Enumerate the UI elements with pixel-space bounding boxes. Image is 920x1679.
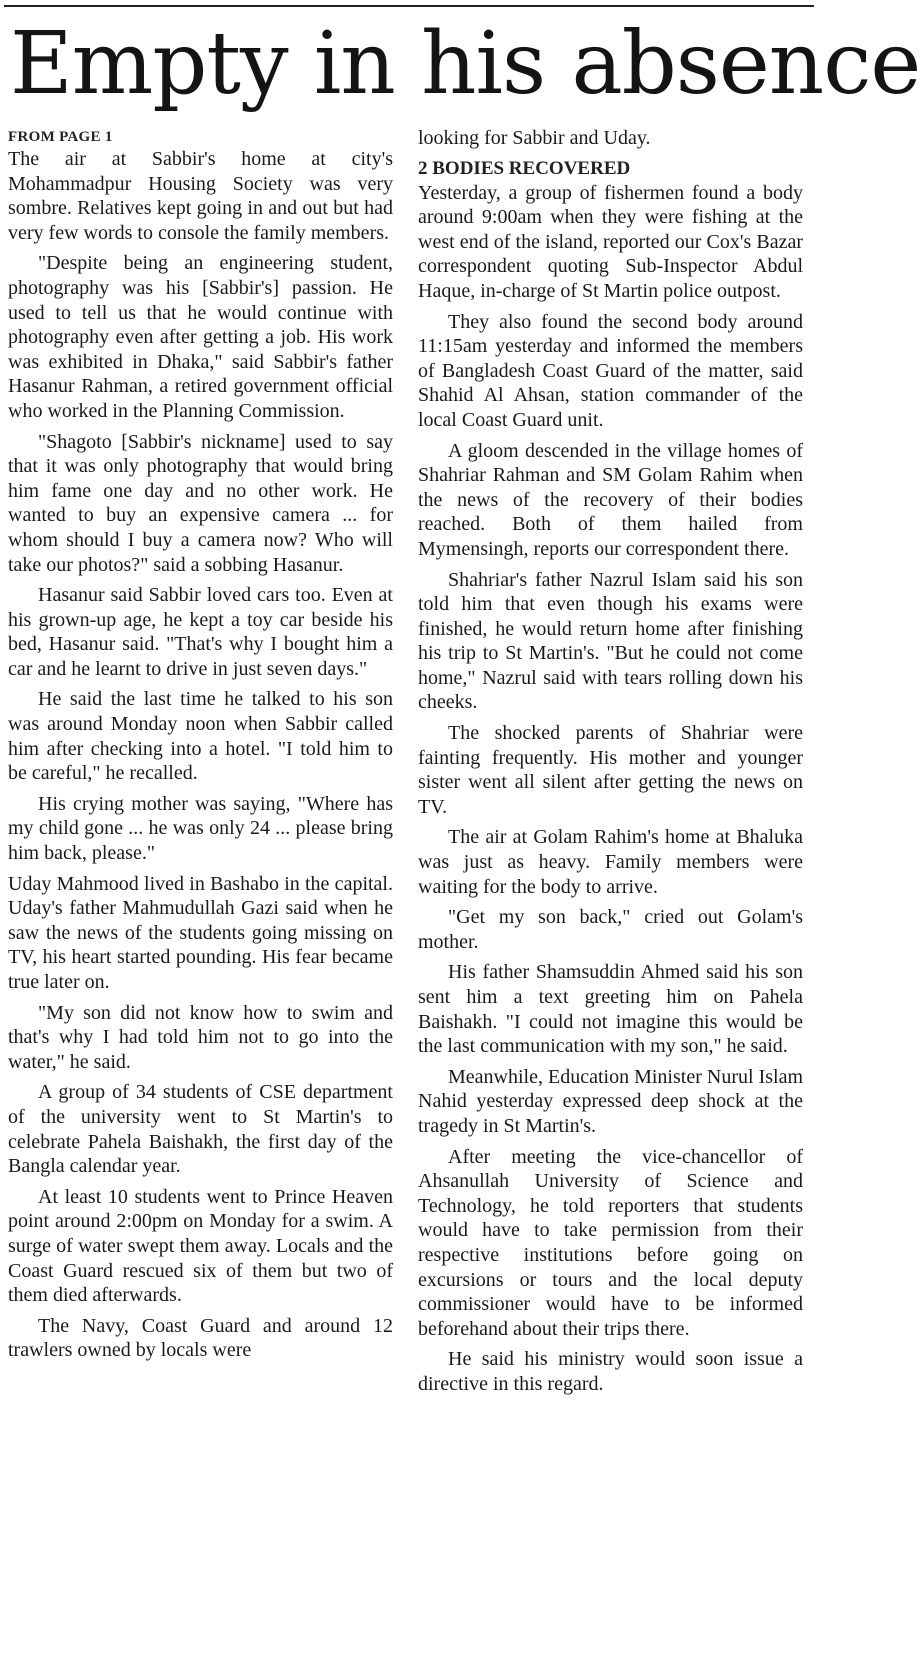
paragraph: Meanwhile, Education Minister Nurul Islam Nahid yesterday expressed deep shock at the tragedy in St Martin's. bbox=[418, 1065, 803, 1137]
left-column bbox=[8, 127, 393, 1369]
paragraph: The Navy, Coast Guard and around 12 trawlers owned by locals were bbox=[8, 1314, 393, 1362]
paragraph: After meeting the vice-chancellor of Ahsanullah University of Science and Technology, he told reporters that students would have to take permission from their respective institutions before going on excursions or tours and the local deputy commissioner would have to be informed beforehand about their trips there. bbox=[418, 1145, 803, 1340]
paragraph: At least 10 students went to Prince Heaven point around 2:00pm on Monday for a swim. A surge of water swept them away. Locals and the Coast Guard rescued six of them but two of them died afterwards. bbox=[8, 1185, 393, 1307]
headline: Empty in his absence bbox=[10, 14, 920, 114]
paragraph: "Despite being an engineering student, photography was his [Sabbir's] passion. He used to tell us that he would continue with photography even after getting a job. His work was exhibited in Dhaka," said Sabbir's father Hasanur Rahman, a retired government official who worked in the Planning Commission. bbox=[8, 252, 393, 422]
paragraph: "Shagoto [Sabbir's nickname] used to say that it was only photography that would bring him fame one day and no other work. He wanted to buy an expensive camera ... for whom should I buy a camera now? Who will take our photos?" said a sobbing Hasanur. bbox=[8, 430, 393, 576]
paragraph: "Get my son back," cried out Golam's mother. bbox=[418, 906, 803, 953]
paragraph: The shocked parents of Shahriar were fainting frequently. His mother and younger sister went all silent after getting the news on TV. bbox=[418, 722, 803, 818]
paragraph-continuation: looking for Sabbir and Uday. bbox=[418, 127, 651, 149]
paragraph: Hasanur said Sabbir loved cars too. Even at his grown-up age, he kept a toy car beside his bed, Hasanur said. "That's why I bought him a car and he learnt to drive in just seven days." bbox=[8, 584, 393, 680]
paragraph: His father Shamsuddin Ahmed said his son sent him a text greeting him on Pahela Baishakh. "I could not imagine this would be the last communication with my son," he said. bbox=[418, 961, 803, 1058]
paragraph: They also found the second body around 11:15am yesterday and informed the members of Bangladesh Coast Guard of the matter, said Shahid Al Ahsan, station commander of the local Coast Guard unit. bbox=[418, 310, 803, 431]
paragraph: Yesterday, a group of fishermen found a body around 9:00am when they were fishing at the west end of the island, reported our Cox's Bazar correspondent quoting Sub-Inspector Abdul Haque, in-charge of St Martin police outpost. bbox=[418, 181, 803, 302]
paragraph: He said the last time he talked to his son was around Monday noon when Sabbir called him after checking into a hotel. "I told him to be careful," he recalled. bbox=[8, 688, 393, 785]
paragraph: A gloom descended in the village homes of Shahriar Rahman and SM Golam Rahim when the news of the recovery of their bodies reached. Both of them hailed from Mymensingh, reports our correspondent there. bbox=[418, 439, 803, 560]
paragraph: "My son did not know how to swim and that's why I had told him not to go into the water," he said. bbox=[8, 1001, 393, 1073]
paragraph: He said his ministry would soon issue a directive in this regard. bbox=[418, 1348, 803, 1395]
kicker: FROM PAGE 1 bbox=[8, 129, 113, 145]
paragraph: Uday Mahmood lived in Bashabo in the capital. Uday's father Mahmudullah Gazi said when he saw the news of the students going missing on TV, his heart started pounding. His fear became true later on. bbox=[8, 872, 393, 993]
paragraph: His crying mother was saying, "Where has my child gone ... he was only 24 ... please bring him back, please." bbox=[8, 792, 393, 865]
paragraph: A group of 34 students of CSE department of the university went to St Martin's to celebrate Pahela Baishakh, the first day of the Bangla calendar year. bbox=[8, 1081, 393, 1178]
right-column bbox=[418, 126, 803, 1403]
top-rule bbox=[4, 5, 814, 7]
subhead: 2 BODIES RECOVERED bbox=[418, 157, 631, 179]
paragraph: The air at Sabbir's home at city's Mohammadpur Housing Society was very sombre. Relatives kept going in and out but had very few words to console the family members. bbox=[8, 148, 393, 244]
paragraph: The air at Golam Rahim's home at Bhaluka was just as heavy. Family members were waiting for the body to arrive. bbox=[418, 826, 803, 898]
paragraph: Shahriar's father Nazrul Islam said his son told him that even though his exams were finished, he would return home after finishing his trip to St Martin's. "But he could not come home," Nazrul said with tears rolling down his cheeks. bbox=[418, 568, 803, 714]
